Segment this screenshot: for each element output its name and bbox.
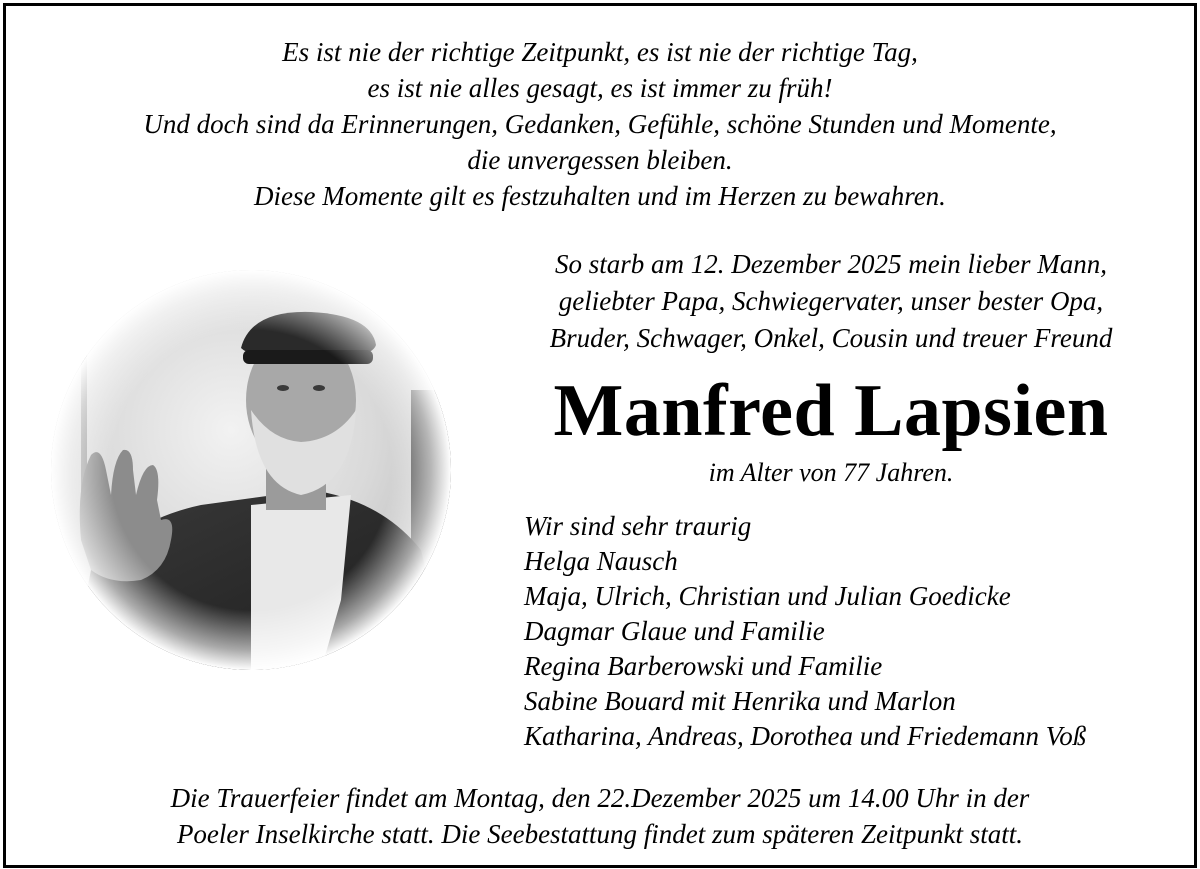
mourner-line: Sabine Bouard mit Henrika und Marlon (524, 686, 956, 716)
death-announcement (476, 246, 1186, 357)
poem (6, 34, 1194, 214)
announcement-line: So starb am 12. Dezember 2025 mein lieber Mann, (555, 249, 1107, 279)
poem-line: Diese Momente gilt es festzuhalten und im Herzen zu bewahren. (254, 181, 946, 211)
funeral-info (6, 780, 1194, 852)
deceased-name: Manfred Lapsien (553, 370, 1109, 452)
portrait-photo (51, 270, 451, 670)
portrait-illustration (51, 270, 451, 670)
mourners-list (524, 509, 1184, 754)
mourner-line: Regina Barberowski und Familie (524, 651, 883, 681)
mourner-line: Dagmar Glaue und Familie (524, 616, 825, 646)
poem-line: Es ist nie der richtige Zeitpunkt, es ist nie der richtige Tag, (282, 37, 918, 67)
poem-line: Und doch sind da Erinnerungen, Gedanken, Gefühle, schöne Stunden und Momente, (143, 109, 1057, 139)
announcement-line: Bruder, Schwager, Onkel, Cousin und treuer Freund (549, 323, 1113, 353)
funeral-line: Die Trauerfeier findet am Montag, den 22.Dezember 2025 um 14.00 Uhr in der (170, 783, 1030, 813)
funeral-line: Poeler Inselkirche statt. Die Seebestattung findet zum späteren Zeitpunkt statt. (176, 819, 1024, 849)
deceased-age: im Alter von 77 Jahren. (708, 458, 954, 487)
poem-line: die unvergessen bleiben. (467, 145, 733, 175)
mourner-line: Katharina, Andreas, Dorothea und Friedemann Voß (524, 721, 1087, 751)
mourner-line: Maja, Ulrich, Christian und Julian Goedicke (524, 581, 1011, 611)
poem-line: es ist nie alles gesagt, es ist immer zu früh! (367, 73, 833, 103)
mourner-line: Helga Nausch (524, 546, 678, 576)
mourner-line: Wir sind sehr traurig (524, 511, 752, 541)
announcement-line: geliebter Papa, Schwiegervater, unser bester Opa, (558, 286, 1104, 316)
obituary-frame (3, 3, 1197, 868)
